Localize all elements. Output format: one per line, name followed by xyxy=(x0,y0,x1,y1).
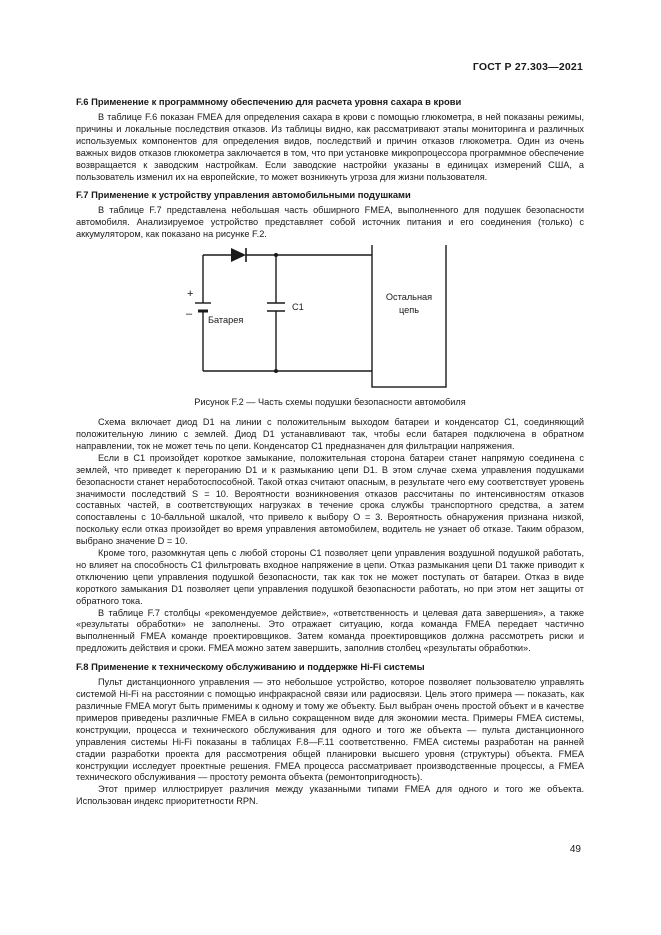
figure-f2-caption: Рисунок F.2 — Часть схемы подушки безопасности автомобиля xyxy=(194,397,466,408)
section-f7-paragraph-4: Кроме того, разомкнутая цепь с любой стороны C1 позволяет цепи управления воздушной подушкой работать, но влияет на способность C1 фильтровать входное напряжение в цепи. Отказ размыкания цепи D1 также приводит к отключению цепи управления подушкой безопасности, так как ток не может поступать от батареи. Отказ в виде короткого замыкания D1 позволяет цепи управления подушкой безопасности работать, но при этом нет защиты от обратного тока. xyxy=(76,548,584,606)
battery-plus: + xyxy=(187,288,194,301)
section-f6-paragraph-1: В таблице F.6 показан FMEA для определения сахара в крови с помощью глюкометра, в ней показаны режимы, причины и локальные последствия отказов. Из таблицы видно, как рассматривают этапы мониторинга и различных используемых компонентов для определения видов, последствий и причин отказов глюкометра. Один из очень важных видов отказов глюкометра заключается в том, что при установке микропроцессора программное обеспечение возвращается к заводским настройкам. Если заводские настройки указаны в единицах измерений США, а пользователь изменил их на европейские, то может возникнуть угроза для жизни пользователя. xyxy=(76,112,584,182)
standard-code: ГОСТ Р 27.303—2021 xyxy=(472,61,583,73)
section-f6 xyxy=(76,96,584,183)
battery-label: Батарея xyxy=(208,315,244,326)
section-f8-title: F.8 Применение к техническому обслуживанию и поддержке Hi-Fi системы xyxy=(76,661,425,673)
diode-label xyxy=(233,245,245,246)
section-f7-paragraph-1: В таблице F.7 представлена небольшая часть обширного FMEA, выполненного для подушек безопасности автомобиля. Анализируемое устройство представляет собой источник питания и его соединения (только) с аккумулятором, как показано на рисунке F.2. xyxy=(76,205,584,240)
section-f7-paragraph-2: Схема включает диод D1 на линии с положительным выходом батареи и конденсатор C1, соединяющий положительную линию с землей. Диод D1 устанавливают так, чтобы если батарея подключена в обратном направлении, ток не может течь по цепи. Конденсатор C1 предназначен для фильтрации напряжения. xyxy=(76,417,584,451)
rest-circuit-box xyxy=(372,245,446,387)
circuit-diagram xyxy=(76,245,584,397)
rest-circuit-label-1: Остальная xyxy=(385,292,433,303)
battery-minus: – xyxy=(186,308,193,321)
page-content xyxy=(76,96,584,814)
section-f8-paragraph-2: Этот пример иллюстрирует различия между указанными типами FMEA для одного и того же объекта. Использован индекс приоритетности RPN. xyxy=(76,784,584,807)
page-number: 49 xyxy=(569,844,581,855)
section-f8-paragraph-1: Пульт дистанционного управления — это небольшое устройство, которое позволяет пользователю управлять системой Hi-Fi на расстоянии с помощью инфракрасной связи или радиосвязи. Цель этого примера — показать, как различные FMEA могут быть применимы к одному и тому же объекту. Был выбран очень простой объект и в качестве примеров приведены различные FMEA в сильно сокращенном виде для экономии места. Примеры FMEA системы, конструкции, процесса и технического обслуживания для одного и того же объекта — пульта дистанционного управления системы Hi-Fi показаны в таблицах F.8—F.11 соответственно. FMEA системы разработан на ранней стадии разработки проекта для рассмотрения общей планировки высшего уровня (структуры) объекта. FMEA конструкции исследует проектные решения. FMEA процесса рассматривает производственные процессы, а FMEA технического обслуживания — простоту ремонта объекта (ремонтопригодность). xyxy=(76,677,584,783)
section-f7-title: F.7 Применение к устройству управления автомобильными подушками xyxy=(76,189,411,201)
section-f7-paragraph-3: Если в C1 произойдет короткое замыкание, положительная сторона батареи станет напрямую соединена с землей, что приведет к перегоранию D1 и к размыканию цепи D1. В этом случае схема управления подушками безопасности станет неработоспособной. Такой отказ считают опасным, в результате чего ему соответствует уровень значимости последствий S = 10. Вероятности возникновения отказов рассчитаны по интенсивностям отказов составных частей, в соответствующих нагрузках в течение срока службы транспортного средства, а затем сопоставлены с 10-балльной шкалой, что привело к выбору O = 3. Вероятность обнаружения признана низкой, поскольку если отказ произойдет во время управления автомобилем, водитель не узнает об отказе. Таким образом, выбрано значение D = 10. xyxy=(76,452,584,547)
figure-f2 xyxy=(76,245,584,397)
rest-circuit-label-2: цепь xyxy=(398,305,420,316)
diode-symbol xyxy=(231,248,246,262)
section-f8 xyxy=(76,661,584,808)
section-f6-title: F.6 Применение к программному обеспечению для расчета уровня сахара в крови xyxy=(76,96,462,107)
section-f7 xyxy=(76,189,584,655)
section-f7-paragraph-5: В таблице F.7 столбцы «рекомендуемое действие», «ответственность и целевая дата завершения», а также «результаты обработки» не заполнены. Это отражает ситуацию, когда команда FMEA передает частично выполненный FMEA команде проектировщиков. Затем команда проектировщиков должна рассмотреть риски и предложить действия и сроки. FMEA можно затем завершить, заполнив столбец «результаты обработки». xyxy=(76,607,584,654)
capacitor-label: C1 xyxy=(292,302,304,313)
